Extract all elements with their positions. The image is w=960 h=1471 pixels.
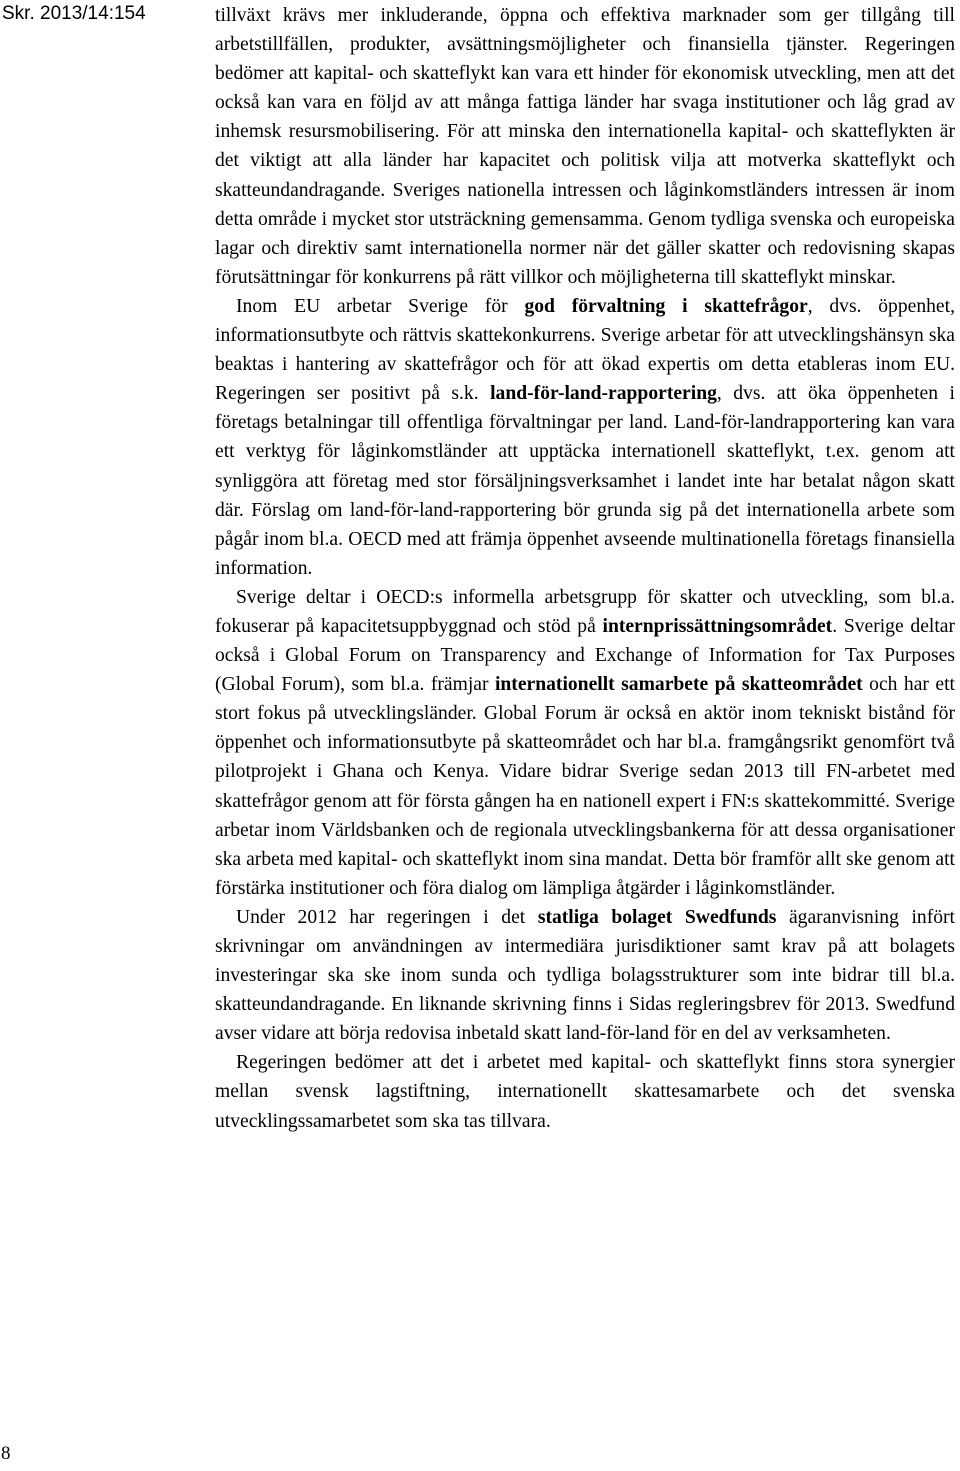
page-number: 8 <box>1 1443 11 1464</box>
text-run: Under 2012 har regeringen i det <box>236 906 538 928</box>
emphasized-text: statliga bolaget Swedfunds <box>537 906 777 928</box>
text-run: ägaranvisning infört skrivningar om användningen av intermediära jurisdiktioner samt krav på att bolagets investeringar ska ske inom sunda och tydliga bolagsstrukturer som inte bidrar till bl.a. skatteundandragande. En liknande skrivning finns i Sidas regleringsbrev för 2013. Swedfund avser vidare att börja redovisa inbetald skatt land-för-land för en del av verksamheten. <box>215 906 955 1045</box>
paragraph <box>215 583 955 903</box>
paragraph <box>215 292 955 583</box>
text-run: . Sverige deltar också i Global Forum on Transparency and Exchange of Information for Tax Purposes (Global Forum), som bl.a. främjar <box>215 615 955 696</box>
emphasized-text: internationellt samarbete på skatteområdet <box>494 674 863 696</box>
emphasized-text: land-för-land-rapportering <box>490 383 717 405</box>
text-run: , dvs. att öka öppenheten i företags betalningar till offentliga förvaltningar per land. Land-för-landrapportering kan vara ett verktyg för låginkomstländer att upptäcka internationell skatteflykt, t.ex. genom att synliggöra att företag med stor försäljningsverksamhet i landet inte har betalat någon skatt där. Förslag om land-för-land-rapportering bör grunda sig på det internationella arbete som pågår inom bl.a. OECD med att främja öppenhet avseende multinationella företags finansiella information. <box>215 383 955 579</box>
paragraph <box>215 1 955 292</box>
text-run: och har ett stort fokus på utvecklingsländer. Global Forum är också en aktör inom tekniskt bistånd för öppenhet och informationsutbyte på skatteområdet och har bl.a. framgångsrikt genomfört två pilotprojekt i Ghana och Kenya. Vidare bidrar Sverige sedan 2013 till FN-arbetet med skattefrågor genom att för första gången ha en nationell expert i FN:s skattekommitté. Sverige arbetar inom Världsbanken och de regionala utvecklingsbankerna för att dessa organisationer ska arbeta med kapital- och skatteflykt inom sina mandat. Detta bör framför allt ske genom att förstärka institutioner och föra dialog om lämpliga åtgärder i låginkomstländer. <box>215 674 955 899</box>
text-run: , dvs. öppenhet, informationsutbyte och rättvis skattekonkurrens. Sverige arbetar för att utvecklingshänsyn ska beaktas i hantering av skattefrågor och för att ökad expertis om detta etableras inom EU. Regeringen ser positivt på s.k. <box>215 295 955 405</box>
document-body <box>215 1 955 1136</box>
emphasized-text: internprissättningsområdet <box>602 615 833 637</box>
paragraph <box>215 1048 955 1135</box>
emphasized-text: god förvaltning i skattefrågor <box>524 295 808 317</box>
text-run: Inom EU arbetar Sverige för <box>236 295 525 317</box>
text-run: Sverige deltar i OECD:s informella arbetsgrupp för skatter och utveckling, som bl.a. fokuserar på kapacitetsuppbyggnad och stöd på <box>215 586 955 637</box>
text-run: Regeringen bedömer att det i arbetet med kapital- och skatteflykt finns stora synergier mellan svensk lagstiftning, internationellt skattesamarbete och det svenska utvecklingssamarbetet som ska tas tillvara. <box>215 1052 955 1132</box>
paragraph <box>215 903 955 1048</box>
text-run: tillväxt krävs mer inkluderande, öppna och effektiva marknader som ger tillgång till arbetstillfällen, produkter, avsättningsmöjligheter och finansiella tjänster. Regeringen bedömer att kapital- och skatteflykt kan vara ett hinder för ekonomisk utveckling, men att det också kan vara en följd av att många fattiga länder har svaga institutioner och låg grad av inhemsk resursmobilisering. För att minska den internationella kapital- och skatteflykten är det viktigt att alla länder har kapacitet och politisk vilja att motverka skatteflykt och skatteundandragande. Sveriges nationella intressen och låginkomstländers intressen är inom detta område i mycket stor utsträckning gemensamma. Genom tydliga svenska och europeiska lagar och direktiv samt internationella normer när det gäller skatter och redovisning skapas förutsättningar för konkurrens på rätt villkor och möjligheterna till skatteflykt minskar. <box>215 5 955 288</box>
document-reference: Skr. 2013/14:154 <box>2 3 146 24</box>
